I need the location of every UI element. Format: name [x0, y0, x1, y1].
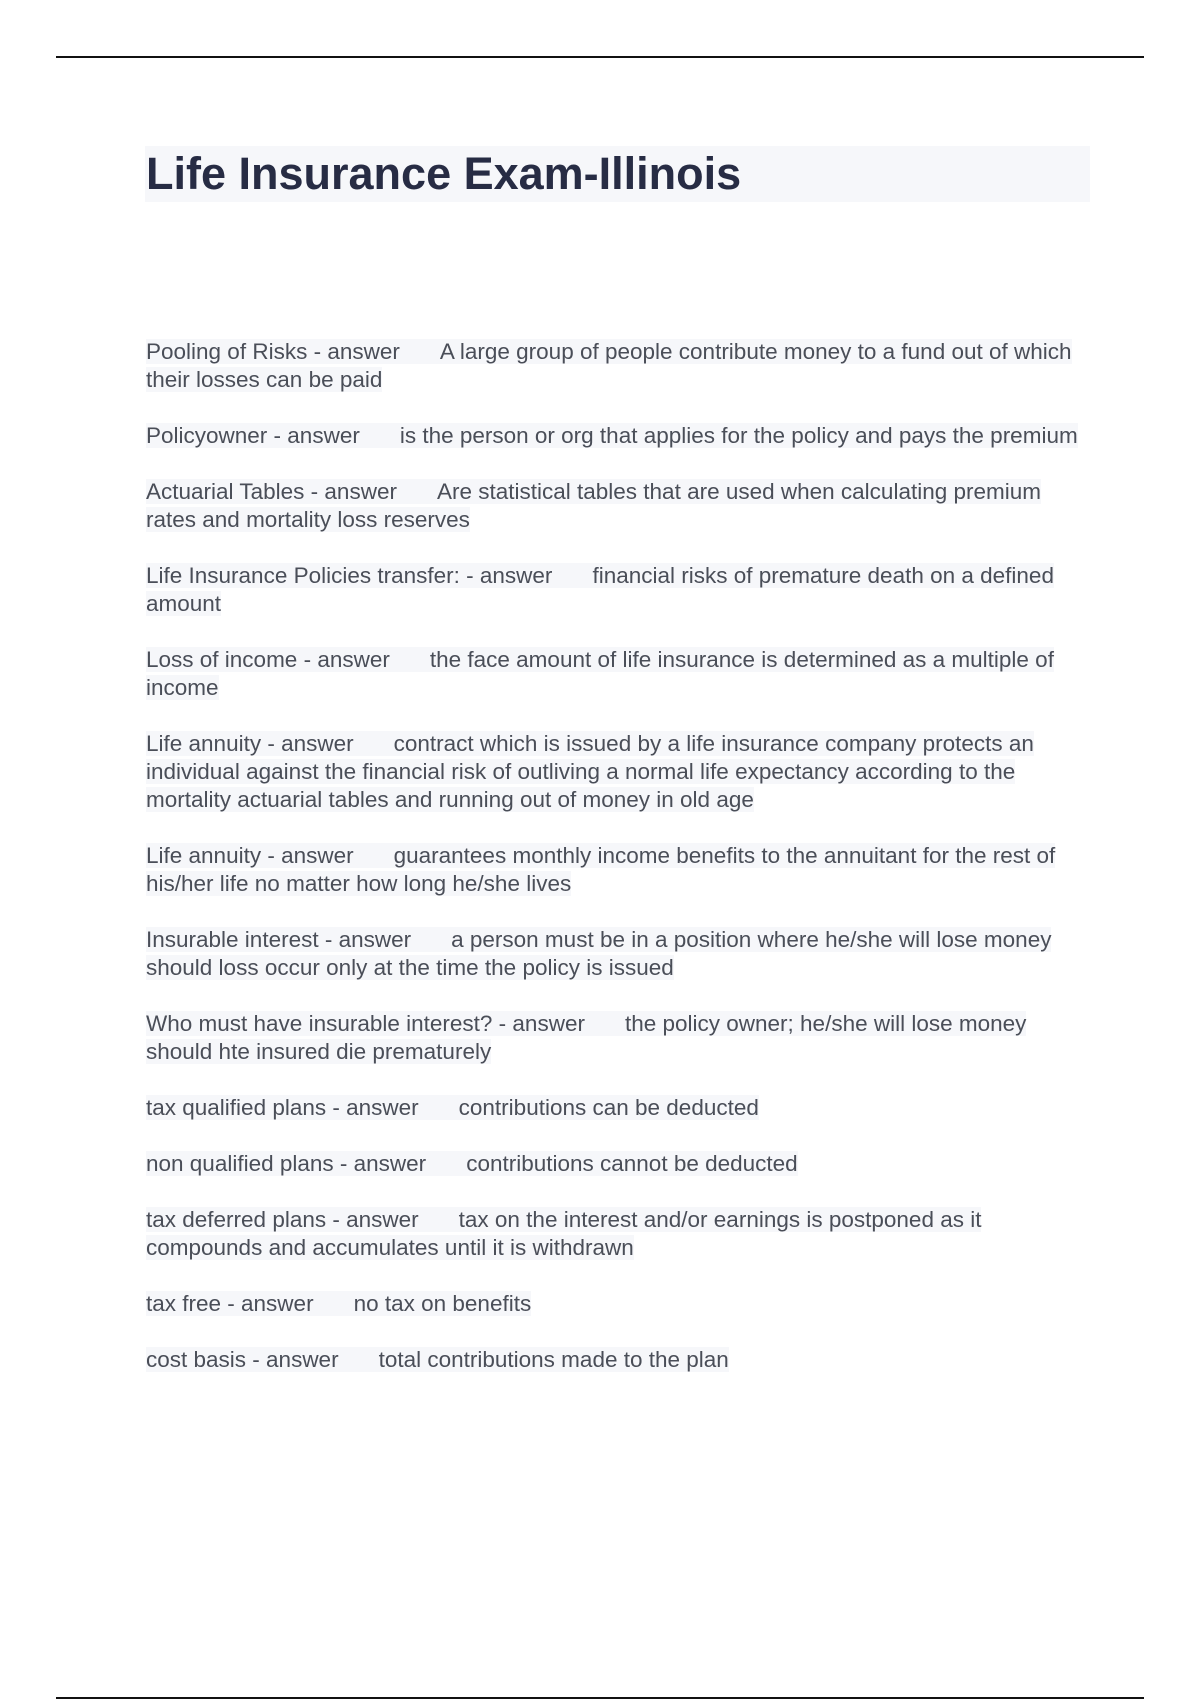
- entry-term: Policyowner - answer: [146, 423, 360, 448]
- list-item: [146, 926, 1096, 982]
- list-item: [146, 646, 1096, 702]
- entry-definition: Are statistical tables that are used when calculating premium rates and mortality loss reserves: [146, 479, 1042, 532]
- entry-term: Pooling of Risks - answer: [146, 339, 400, 364]
- top-rule: [56, 56, 1144, 58]
- entry-definition: the policy owner; he/she will lose money should hte insured die prematurely: [146, 1011, 1027, 1064]
- entry-definition: A large group of people contribute money to a fund out of which their losses can be paid: [146, 339, 1072, 392]
- entry-term: tax free - answer: [146, 1291, 314, 1316]
- bottom-rule: [56, 1697, 1144, 1699]
- list-item: [146, 338, 1096, 394]
- list-item: [146, 1010, 1096, 1066]
- list-item: [146, 478, 1096, 534]
- entry-definition: a person must be in a position where he/she will lose money should loss occur only at the time the policy is issued: [146, 927, 1052, 980]
- entry-term: tax qualified plans - answer: [146, 1095, 419, 1120]
- entry-definition: guarantees monthly income benefits to the annuitant for the rest of his/her life no matter how long he/she lives: [146, 843, 1056, 896]
- flashcard-list: [146, 338, 1096, 1402]
- page-title: Life Insurance Exam-Illinois: [146, 148, 742, 199]
- entry-definition: contract which is issued by a life insurance company protects an individual against the financial risk of outliving a normal life expectancy according to the mortality actuarial tables and running out of money in old age: [146, 731, 1034, 812]
- entry-definition: tax on the interest and/or earnings is postponed as it compounds and accumulates until it is withdrawn: [146, 1207, 982, 1260]
- list-item: [146, 1346, 1096, 1374]
- entry-term: Who must have insurable interest? - answer: [146, 1011, 585, 1036]
- entry-term: Insurable interest - answer: [146, 927, 412, 952]
- entry-definition: the face amount of life insurance is determined as a multiple of income: [146, 647, 1054, 700]
- list-item: [146, 422, 1096, 450]
- list-item: [146, 1150, 1096, 1178]
- entry-term: Life annuity - answer: [146, 731, 354, 756]
- list-item: [146, 1290, 1096, 1318]
- entry-term: Life Insurance Policies transfer: - answer: [146, 563, 553, 588]
- list-item: [146, 730, 1096, 814]
- entry-definition: total contributions made to the plan: [378, 1347, 729, 1372]
- entry-term: Actuarial Tables - answer: [146, 479, 397, 504]
- entry-definition: contributions can be deducted: [458, 1095, 759, 1120]
- entry-term: Life annuity - answer: [146, 843, 354, 868]
- entry-term: Loss of income - answer: [146, 647, 390, 672]
- entry-term: cost basis - answer: [146, 1347, 339, 1372]
- entry-definition: no tax on benefits: [353, 1291, 532, 1316]
- entry-definition: is the person or org that applies for the policy and pays the premium: [399, 423, 1078, 448]
- list-item: [146, 842, 1096, 898]
- entry-term: non qualified plans - answer: [146, 1151, 427, 1176]
- entry-definition: financial risks of premature death on a defined amount: [146, 563, 1054, 616]
- entry-definition: contributions cannot be deducted: [466, 1151, 798, 1176]
- list-item: [146, 1206, 1096, 1262]
- entry-term: tax deferred plans - answer: [146, 1207, 419, 1232]
- list-item: [146, 1094, 1096, 1122]
- list-item: [146, 562, 1096, 618]
